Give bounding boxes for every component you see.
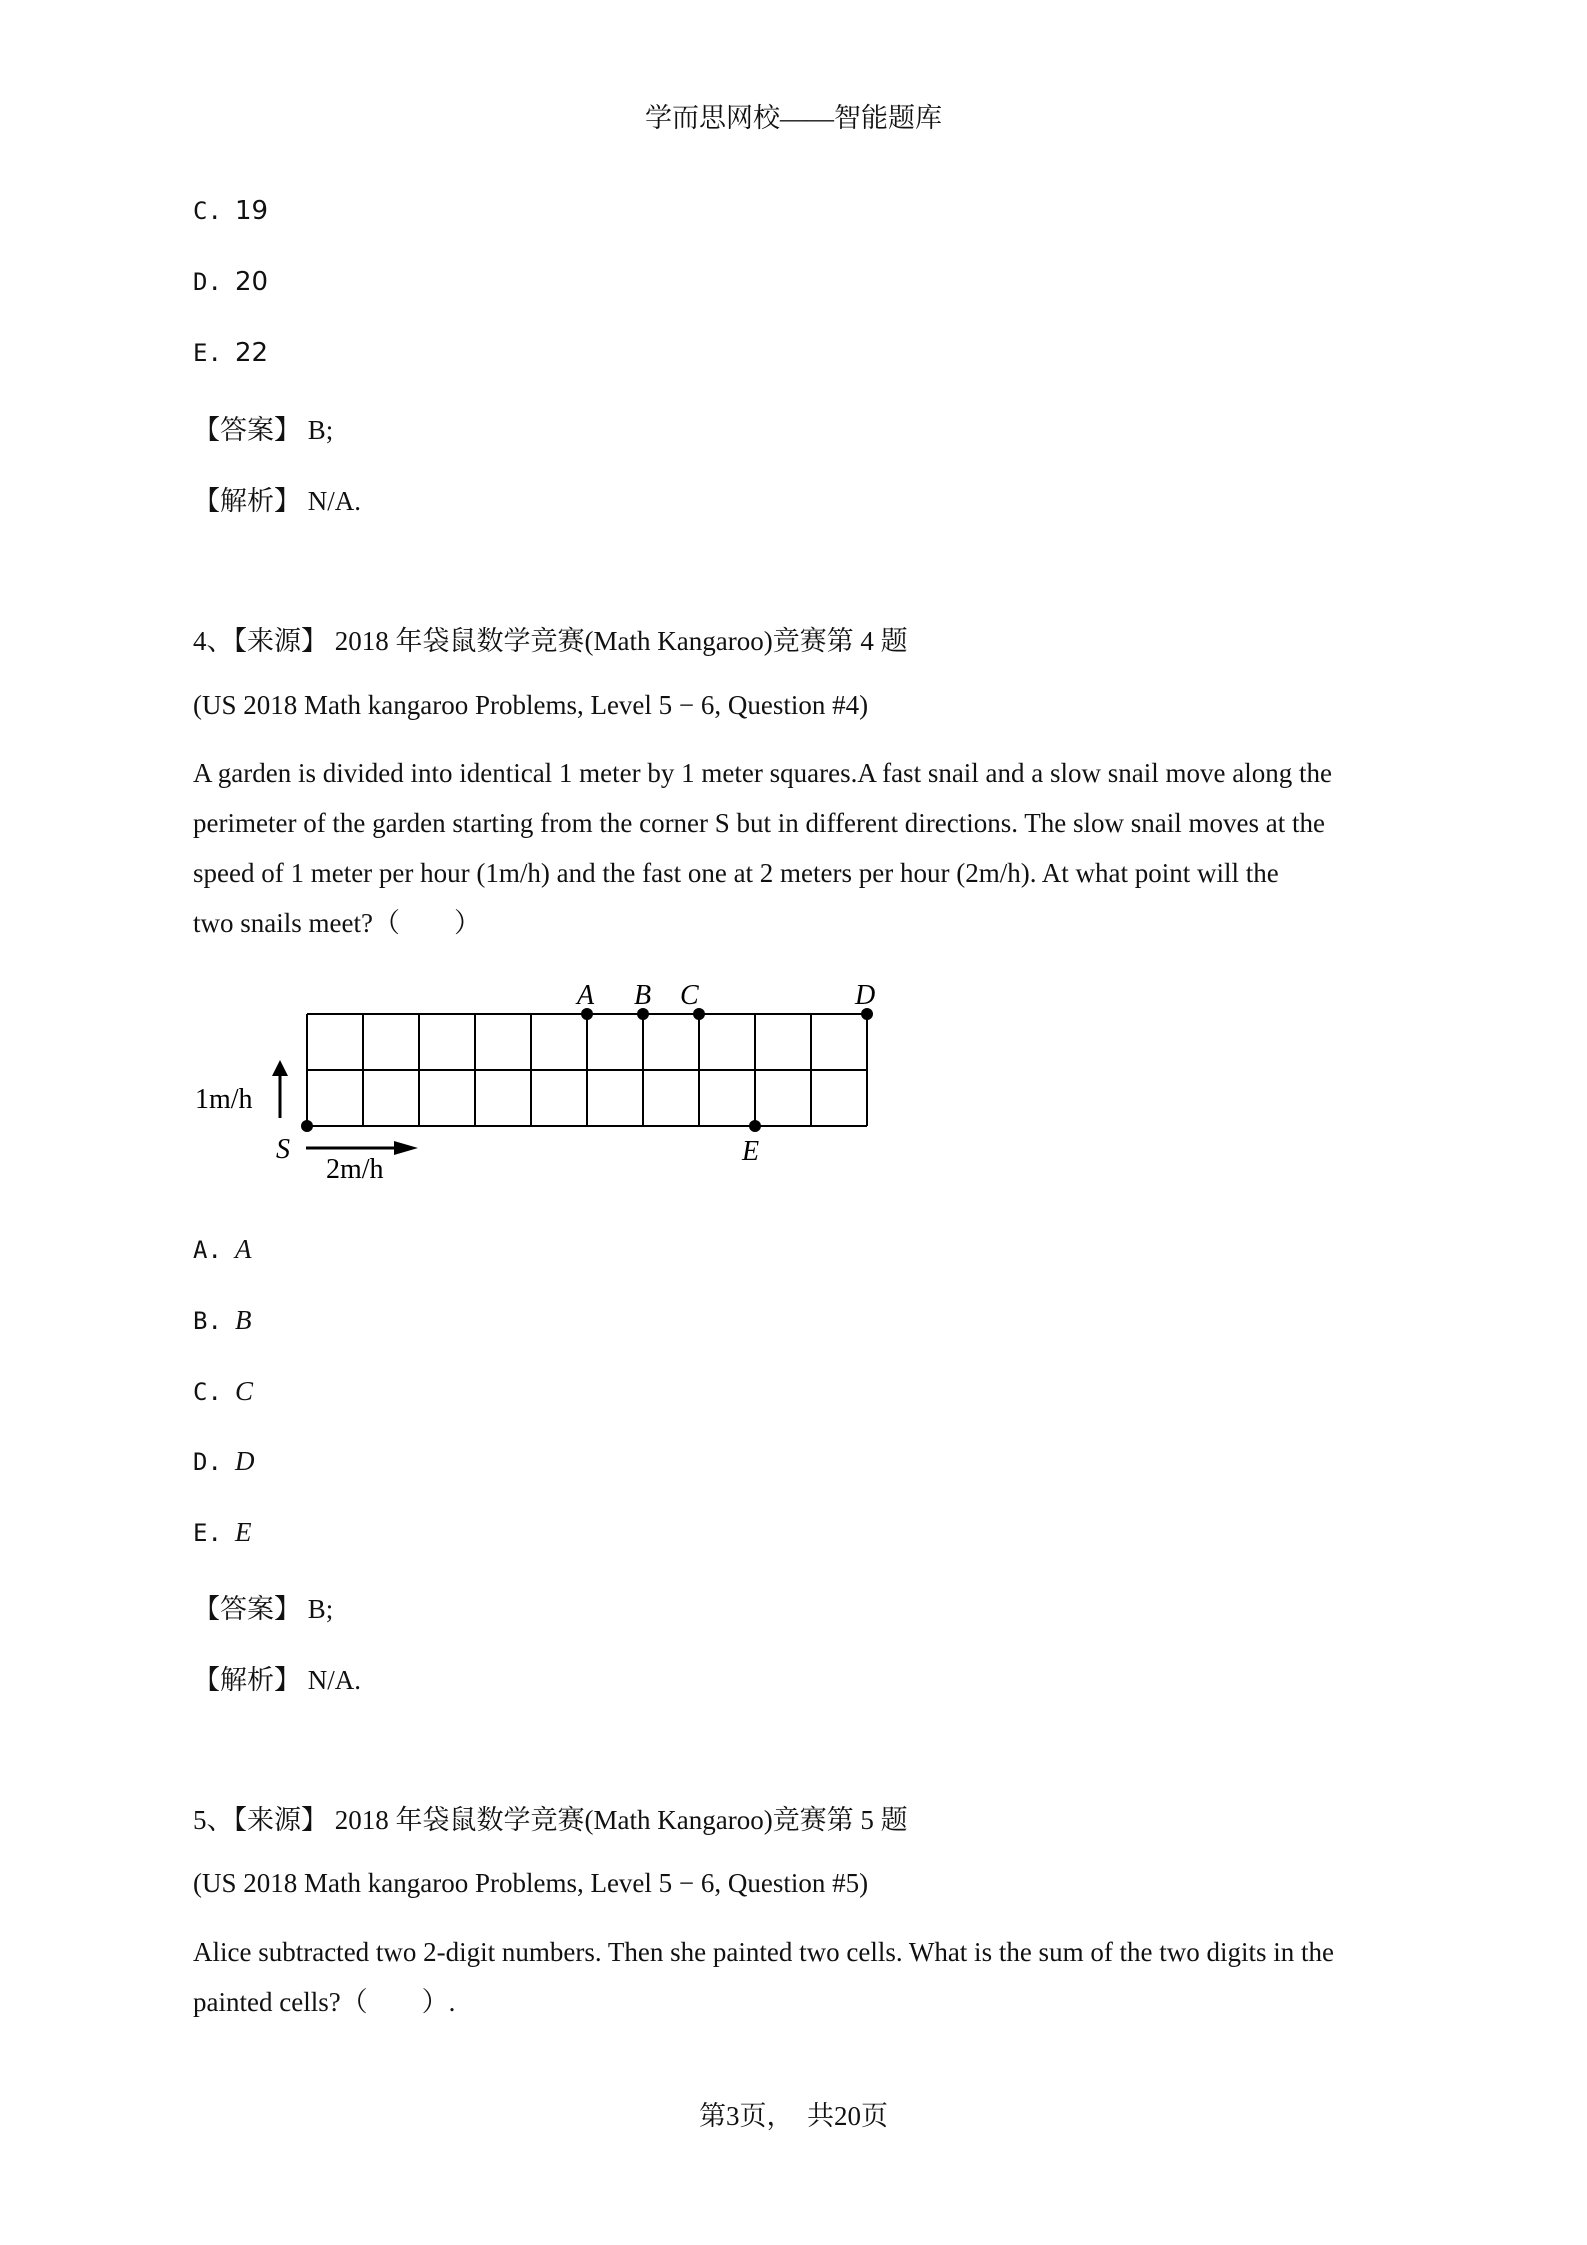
q4-option-d <box>193 1446 255 1477</box>
q4-text-line: A garden is divided into identical 1 meter by 1 meter squares.A fast snail and a slow snail move along the <box>193 758 1332 788</box>
option-value: B <box>235 1305 252 1335</box>
option-value: 22 <box>235 338 269 368</box>
q4-option-a <box>193 1234 252 1265</box>
q4-option-b <box>193 1305 252 1336</box>
garden-grid <box>307 1014 867 1126</box>
q4-source: 4、【来源】 2018 年袋鼠数学竞赛(Math Kangaroo)竞赛第 4 题 <box>193 626 908 656</box>
option-letter: E. <box>193 1519 222 1547</box>
q5-text-line: Alice subtracted two 2-digit numbers. Then she painted two cells. What is the sum of the two digits in the <box>193 1937 1335 1967</box>
point-s-dot <box>301 1120 313 1132</box>
option-letter: B. <box>193 1307 222 1335</box>
option-letter: C. <box>193 1378 222 1406</box>
point-a-label: A <box>577 980 595 1011</box>
q3-analysis: 【解析】 N/A. <box>193 486 361 516</box>
q5-reference: (US 2018 Math kangaroo Problems, Level 5 − 6, Question #5) <box>193 1868 869 1898</box>
q4-reference: (US 2018 Math kangaroo Problems, Level 5 − 6, Question #4) <box>193 690 869 720</box>
fast-speed-label: 2m/h <box>326 1154 384 1185</box>
option-letter: D. <box>193 268 222 296</box>
option-value: A <box>235 1234 252 1264</box>
option-letter: E. <box>193 339 222 367</box>
point-s-label: S <box>276 1134 290 1165</box>
option-value: 20 <box>235 267 269 297</box>
q3-option-d <box>193 267 268 297</box>
slow-snail-arrow <box>272 1060 288 1118</box>
option-value: D <box>235 1446 255 1476</box>
q4-option-e <box>193 1517 252 1548</box>
q5-question-text <box>193 1927 1413 2027</box>
point-b-label: B <box>634 980 652 1011</box>
option-value: C <box>235 1376 254 1406</box>
page-footer: 第3页， 共20页 <box>699 2101 888 2131</box>
option-value: 19 <box>235 196 269 226</box>
option-letter: A. <box>193 1236 222 1264</box>
slow-speed-label: 1m/h <box>195 1084 253 1115</box>
option-value: E <box>235 1517 252 1547</box>
garden-grid-figure <box>180 960 900 1200</box>
q3-option-c <box>193 196 268 226</box>
point-d-label: D <box>855 980 876 1011</box>
point-c-label: C <box>680 980 699 1011</box>
q4-analysis: 【解析】 N/A. <box>193 1665 361 1695</box>
page-header: 学而思网校——智能题库 <box>645 103 942 133</box>
q3-answer: 【答案】 B; <box>193 415 334 445</box>
point-e-label: E <box>742 1136 760 1167</box>
q4-question-text <box>193 748 1413 948</box>
q4-text-line: speed of 1 meter per hour (1m/h) and the fast one at 2 meters per hour (2m/h). At what point will the <box>193 858 1279 888</box>
q3-option-e <box>193 338 268 368</box>
q4-option-c <box>193 1376 253 1407</box>
point-e-dot <box>749 1120 761 1132</box>
q5-text-line: painted cells?（ ）. <box>193 1987 456 2017</box>
option-letter: C. <box>193 197 222 225</box>
q5-source: 5、【来源】 2018 年袋鼠数学竞赛(Math Kangaroo)竞赛第 5 题 <box>193 1805 908 1835</box>
q4-answer: 【答案】 B; <box>193 1594 334 1624</box>
q4-text-line: perimeter of the garden starting from the corner S but in different directions. The slow snail moves at the <box>193 808 1325 838</box>
option-letter: D. <box>193 1448 222 1476</box>
q4-text-line: two snails meet?（ ） <box>193 908 481 938</box>
fast-snail-arrow <box>306 1141 418 1155</box>
